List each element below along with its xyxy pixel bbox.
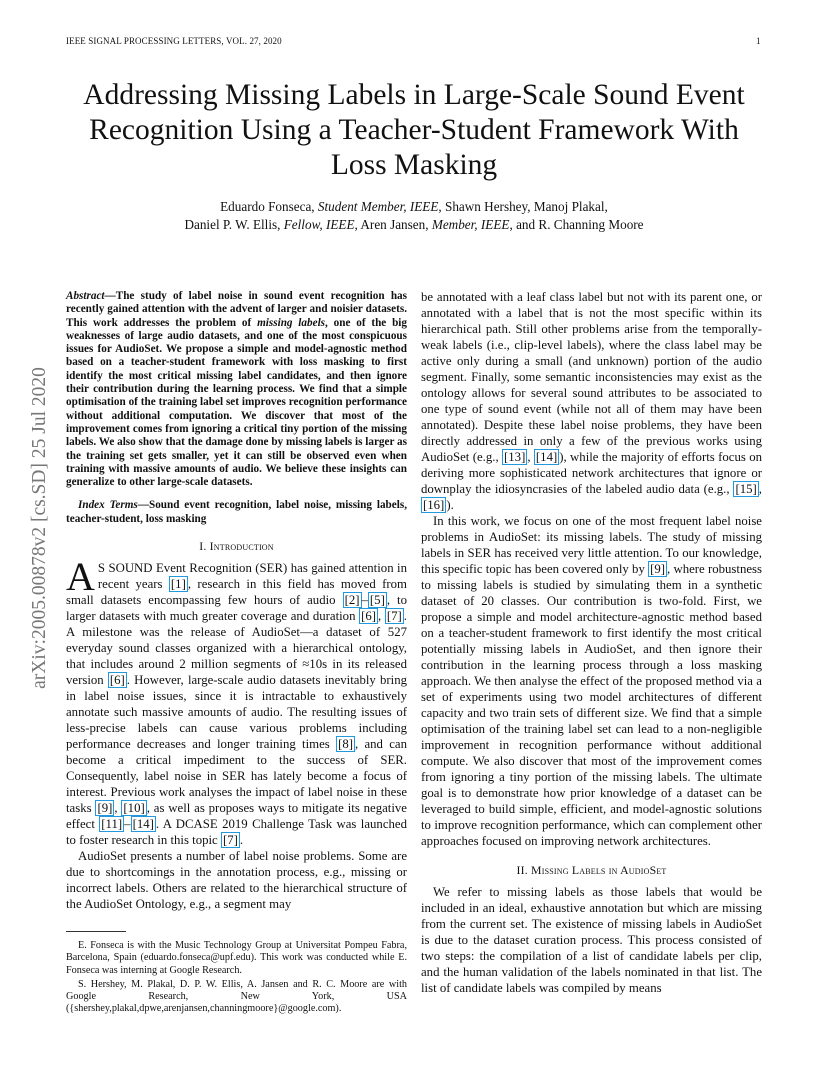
author-role: Student Member, IEEE xyxy=(317,199,439,214)
author-list xyxy=(60,198,768,234)
paper-title: Addressing Missing Labels in Large-Scale Sound Event Recognition Using a Teacher-Student Framework With Loss Masking xyxy=(83,79,745,181)
index-terms-label: Index Terms xyxy=(78,499,138,512)
intro-paragraph: AudioSet presents a number of label noise problems. Some are due to shortcomings in the annotation process, e.g., missing or incorrect labels. Others are related to the hierarchical structure of the AudioSet Ontology, e.g., a segment may xyxy=(66,849,407,912)
text-run: , where robustness to missing labels is studied by simulating them in a synthetic dataset of 20 classes. Our contribution is two-fold. First, we propose a simple and model architecture-agnostic method based on a teacher-student framework to first identify the most critical potentially missing labels in AudioSet, and then ignore their contribution in the learning process through a loss masking approach. We then analyse the effect of the proposed method via a set of experiments using two model architectures of different capacity and two train sets of different size. We find that a simple optimisation of the training label set can lead to a non-negligible improvement in recognition performance without additional compute. We also discover that most of the improvement comes from ignoring a tiny portion of the missing labels. The ultimate goal is to demonstrate how prior knowledge of a dataset can be leveraged to build simple, efficient, and model-agnostic solutions to improve recognition performance, which can complement other approaches focused on improving network architectures. xyxy=(421,562,762,848)
page-number: 1 xyxy=(756,36,761,46)
citation-link[interactable]: [16] xyxy=(423,498,445,512)
section-heading-missing-labels xyxy=(421,862,762,878)
author-name: , and R. Channing Moore xyxy=(509,217,644,232)
section-title: Introduction xyxy=(209,539,274,554)
author-name: Daniel P. W. Ellis, xyxy=(184,217,284,232)
body-paragraph xyxy=(421,289,762,513)
citation-link[interactable]: [9] xyxy=(650,562,666,576)
text-run: , xyxy=(758,482,762,496)
running-header: IEEE SIGNAL PROCESSING LETTERS, VOL. 27, 2020 xyxy=(66,36,282,46)
arxiv-stamp-text: arXiv:2005.00878v2 [cs.SD] 25 Jul 2020 xyxy=(29,367,50,689)
left-column xyxy=(66,290,407,912)
text-run: , xyxy=(527,450,534,464)
text-run: ), while the majority of efforts focus on deriving more sophisticated network architectures that ignore or downplay the idiosyncrasies of the labeled audio data (e.g., xyxy=(421,450,762,496)
index-terms-text: —Sound event recognition, label noise, missing labels, teacher-student, loss masking xyxy=(66,499,407,525)
text-run: , as well as proposes ways to mitigate its negative effect xyxy=(66,801,407,832)
text-run: . A milestone was the release of AudioSet—a dataset of 527 everyday sound classes organized with a hierarchical ontology, that includes around 2 million segments of ≈10s in its released version xyxy=(66,609,407,688)
citation-link[interactable]: [10] xyxy=(123,801,145,816)
text-run: . A DCASE 2019 Challenge Task was launched to foster research in this topic xyxy=(66,817,407,848)
citation-link[interactable]: [5] xyxy=(369,593,385,608)
arxiv-stamp[interactable] xyxy=(26,298,54,758)
text-run: , research in this field has moved from small datasets encompassing few hours of audio xyxy=(66,577,408,608)
text-run: – xyxy=(361,593,368,608)
abstract-label: Abstract xyxy=(66,290,105,302)
citation-link[interactable]: [7] xyxy=(386,609,402,624)
index-terms xyxy=(66,499,407,526)
citation-link[interactable]: [8] xyxy=(338,737,353,752)
body-paragraph xyxy=(421,513,762,849)
author-name: , Shawn Hershey, Manoj Plakal, xyxy=(438,199,608,214)
intro-paragraph xyxy=(66,554,408,848)
right-column xyxy=(421,289,762,996)
section-title: Missing Labels in AudioSet xyxy=(531,863,667,877)
citation-link[interactable]: [6] xyxy=(109,673,125,688)
text-run: In this work, we focus on one of the most frequent label noise problems in AudioSet: its missing labels. The study of missing labels in SER has received very little attention. To our knowledge, this specific topic has been covered only by xyxy=(421,514,762,576)
footnote: E. Fonseca is with the Music Technology Group at Universitat Pompeu Fabra, Barcelona, Spain (eduardo.fonseca@upf.edu). This work was conducted while E. Fonseca was interning at Google Research. xyxy=(66,940,407,976)
section-number: II. xyxy=(516,863,532,877)
citation-link[interactable]: [14] xyxy=(132,817,154,832)
citation-link[interactable]: [15] xyxy=(735,482,757,496)
citation-link[interactable]: [11] xyxy=(101,817,123,832)
text-run: be annotated with a leaf class label but not with its parent one, or annotated with a label that is not the most specific within its hierarchical path. Still other problems arise from the temporally-weak labels (i.e., clip-level labels), where the class label may be active only during a small (and unknown) portion of the audio segment. Finally, some semantic inconsistencies may exist as the ontology allows for several sound attributes to be associated to one type of sound event (while not all of them may have been annotated). Despite these label noise problems, they have been directly addressed in only a few of the previous works using AudioSet (e.g., xyxy=(421,290,762,464)
citation-link[interactable]: [14] xyxy=(535,450,558,464)
footnotes xyxy=(66,940,407,1016)
text-run: ). xyxy=(446,498,454,512)
citation-link[interactable]: [1] xyxy=(170,577,186,592)
abstract xyxy=(66,290,407,489)
citation-link[interactable]: [7] xyxy=(222,833,238,848)
author-role: Member, IEEE xyxy=(431,217,510,232)
text-run: . However, large-scale audio datasets inevitably bring in label noise issues, since it is intractable to exhaustively annotate such massive amounts of audio. The resulting issues of less-precise labels can cause various problems including performance decreases and longer training times xyxy=(66,673,407,752)
text-run: , to larger datasets with much greater coverage and duration xyxy=(66,593,407,624)
text-run: , xyxy=(114,801,122,816)
text-run: , and can become a critical impediment to the success of SER. Consequently, label noise in SER has lately become a focus of interest. Previous work analyses the impact of label noise in these tasks xyxy=(66,737,407,816)
abstract-text: , one of the big weaknesses of large audio datasets, and one of the most conspicuous issues for AudioSet. We propose a simple and model-agnostic method based on a teacher-student framework with loss masking to first identify the most critical missing label candidates, and then ignore their contribution during the learning process. We find that a simple optimisation of the training label set improves recognition performance without additional computation. We discover that most of the improvement comes from ignoring a critical tiny portion of the missing labels. We also show that the damage done by missing labels is larger as the training set gets smaller, yet it can still be observed even when training with massive amounts of audio. We believe these insights can generalize to other large-scale datasets. xyxy=(66,316,408,489)
text-run: – xyxy=(124,817,131,832)
author-role: Fellow, IEEE xyxy=(283,217,355,232)
abstract-text: —The study of label noise in sound event recognition has recently gained attention with the advent of larger and noisier datasets. This work addresses the problem of xyxy=(66,290,407,329)
citation-link[interactable]: [2] xyxy=(344,593,360,608)
citation-link[interactable]: [6] xyxy=(361,609,377,624)
text-run: . xyxy=(239,833,244,848)
author-name: Eduardo Fonseca, xyxy=(220,199,318,214)
author-name: , Aren Jansen, xyxy=(354,217,432,232)
section-number: I. xyxy=(199,539,210,554)
section-heading-introduction xyxy=(66,538,407,554)
footnote-rule xyxy=(66,931,126,932)
citation-link[interactable]: [13] xyxy=(504,450,526,464)
citation-link[interactable]: [9] xyxy=(97,801,113,816)
footnote: S. Hershey, M. Plakal, D. P. W. Ellis, A. Jansen and R. C. Moore are with Google Research, New York, USA ({shershey,plakal,dpwe,arenjansen,channingmoore}@google.com). xyxy=(66,978,407,1015)
text-run: S SOUND Event Recognition (SER) has gained attention in recent years xyxy=(97,561,407,592)
dropcap: A xyxy=(66,554,95,600)
text-run: , xyxy=(378,609,385,624)
body-paragraph: We refer to missing labels as those labels that would be included in an ideal, exhaustive annotation but which are missing from the current set. The existence of missing labels in AudioSet is due to the dataset curation process. This process consisted of two steps: the compilation of a list of candidate labels per clip, and the human validation of the labels nominated in that list. The list of candidate labels was compiled by means xyxy=(421,885,762,995)
abstract-emphasis: missing labels xyxy=(257,316,326,329)
